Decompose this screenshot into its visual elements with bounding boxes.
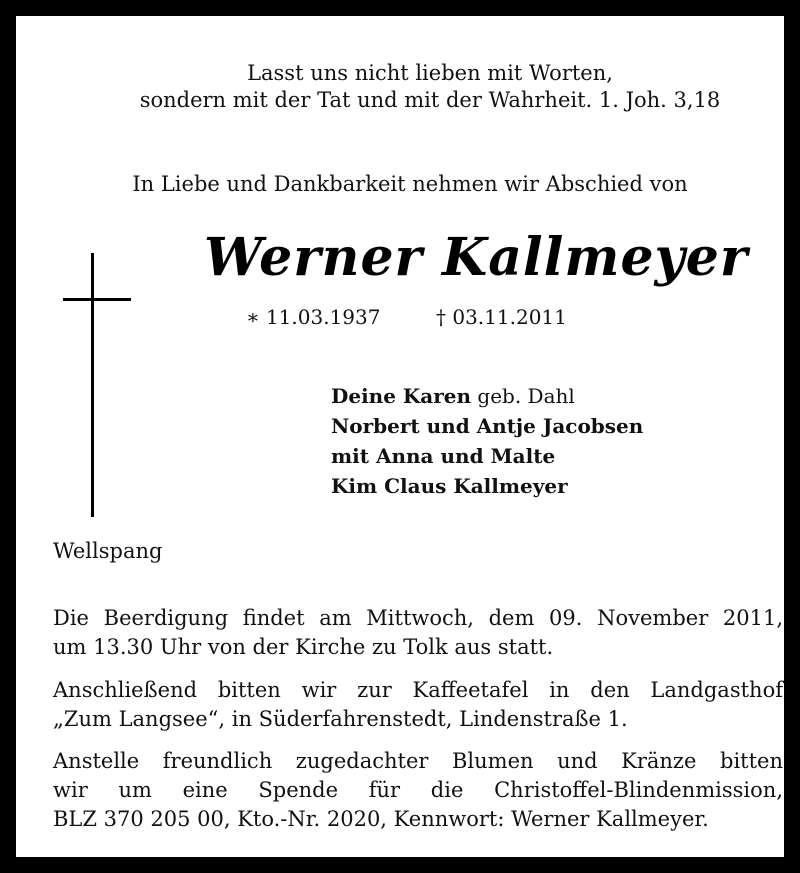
bible-verse <box>16 60 784 114</box>
mourner-wife: Deine Karen <box>331 384 472 408</box>
coffee-line-1: Anschließend bitten wir zur Kaffeetafel in den Landgasthof <box>53 678 783 702</box>
mourner-line-3: mit Anna und Malte <box>331 444 556 468</box>
donation-line-1: Anstelle freundlich zugedachter Blumen und Kränze bitten <box>53 749 783 773</box>
death-date: † 03.11.2011 <box>436 305 567 329</box>
cross-icon-vertical <box>91 253 94 517</box>
coffee-line-2: „Zum Langsee“, in Süderfahrenstedt, Lindenstraße 1. <box>53 707 628 731</box>
verse-line-2: sondern mit der Tat und mit der Wahrheit. 1. Joh. 3,18 <box>139 88 721 112</box>
mourner-line-4: Kim Claus Kallmeyer <box>331 474 568 498</box>
place-name: Wellspang <box>53 539 163 563</box>
coffee-paragraph <box>53 676 783 734</box>
cross-icon-horizontal <box>63 298 131 301</box>
funeral-line-1: Die Beerdigung findet am Mittwoch, dem 09. November 2011, <box>53 606 783 630</box>
donation-line-3: BLZ 370 205 00, Kto.-Nr. 2020, Kennwort: Werner Kallmeyer. <box>53 807 709 831</box>
mourner-wife-maiden: geb. Dahl <box>471 384 575 408</box>
donation-line-2: wir um eine Spende für die Christoffel-Blindenmission, <box>53 778 783 802</box>
funeral-line-2: um 13.30 Uhr von der Kirche zu Tolk aus statt. <box>53 635 554 659</box>
birth-date: ∗ 11.03.1937 <box>246 305 381 329</box>
donation-paragraph <box>53 747 783 834</box>
mourner-line-1 <box>331 381 643 411</box>
deceased-name: Werner Kallmeyer <box>204 227 749 288</box>
mourner-line-2: Norbert und Antje Jacobsen <box>331 414 644 438</box>
funeral-paragraph <box>53 604 783 662</box>
intro-text: In Liebe und Dankbarkeit nehmen wir Abschied von <box>132 172 688 196</box>
verse-line-1: Lasst uns nicht lieben mit Worten, <box>247 61 613 85</box>
mourners-list <box>331 381 643 501</box>
